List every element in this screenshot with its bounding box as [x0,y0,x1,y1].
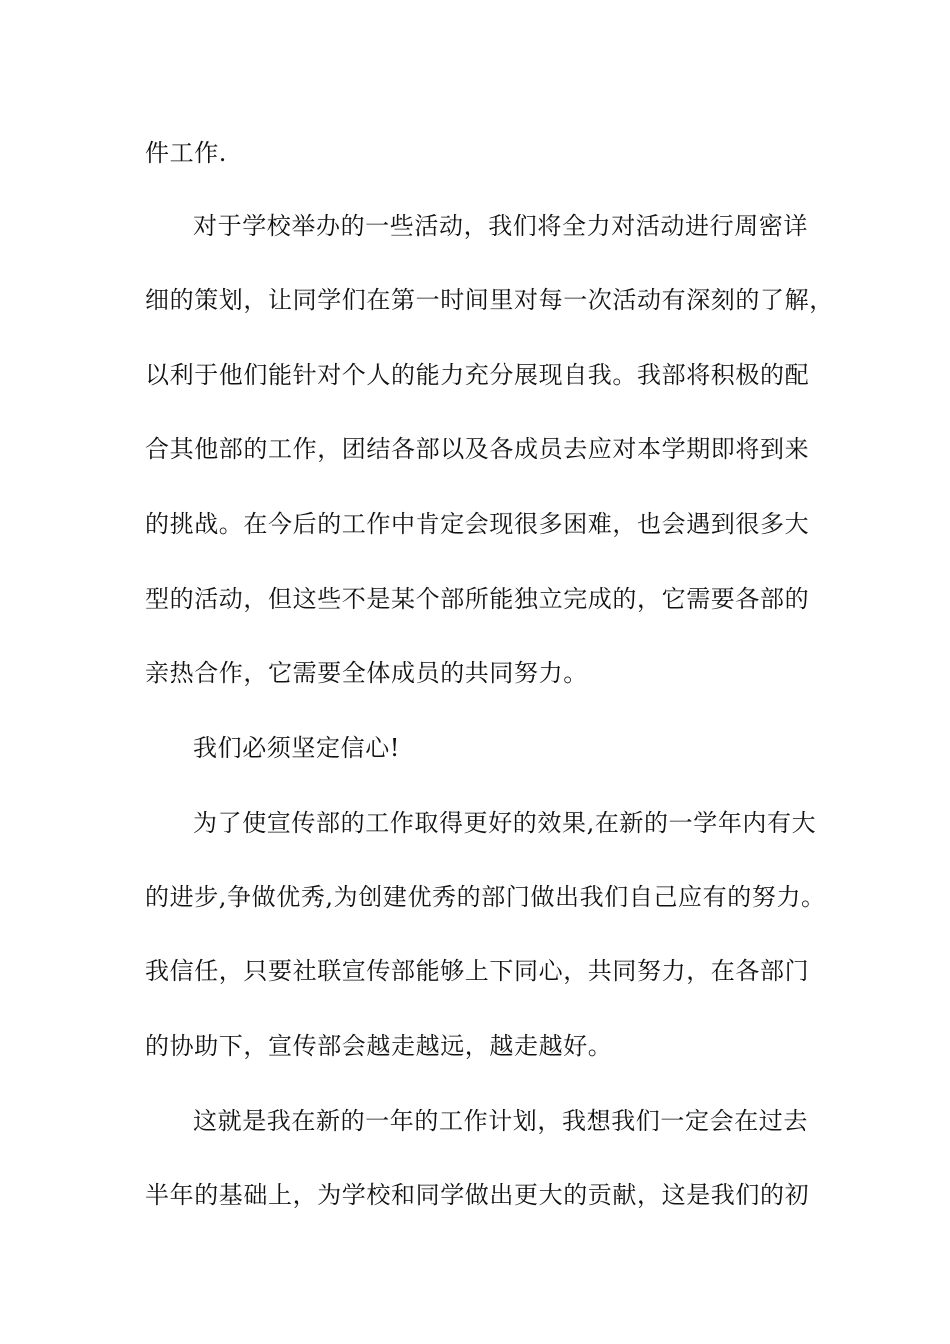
text-line: 我信任，只要社联宣传部能够上下同心，共同努力，在各部门 [145,957,810,985]
text-line: 亲热合作，它需要全体成员的共同努力。 [145,659,588,687]
text-line: 的进步,争做优秀,为创建优秀的部门做出我们自己应有的努力。 [145,883,826,911]
paragraph-start-line: 我们必须坚定信心! [193,734,401,762]
text-line: 件工作. [145,139,228,167]
text-line: 以利于他们能针对个人的能力充分展现自我。我部将积极的配 [145,361,810,389]
paragraph-start-line: 对于学校举办的一些活动，我们将全力对活动进行周密详 [193,212,808,240]
paragraph-start-line: 为了使宣传部的工作取得更好的效果,在新的一学年内有大 [193,809,817,837]
paragraph-start-line: 这就是我在新的一年的工作计划，我想我们一定会在过去 [193,1107,808,1135]
text-line: 的协助下，宣传部会越走越远，越走越好。 [145,1032,613,1060]
text-line: 型的活动，但这些不是某个部所能独立完成的，它需要各部的 [145,585,810,613]
text-line: 细的策划，让同学们在第一时间里对每一次活动有深刻的了解， [145,286,834,314]
text-line: 半年的基础上，为学校和同学做出更大的贡献，这是我们的初 [145,1181,810,1209]
text-line: 的挑战。在今后的工作中肯定会现很多困难，也会遇到很多大 [145,510,810,538]
text-line: 合其他部的工作，团结各部以及各成员去应对本学期即将到来 [145,435,810,463]
